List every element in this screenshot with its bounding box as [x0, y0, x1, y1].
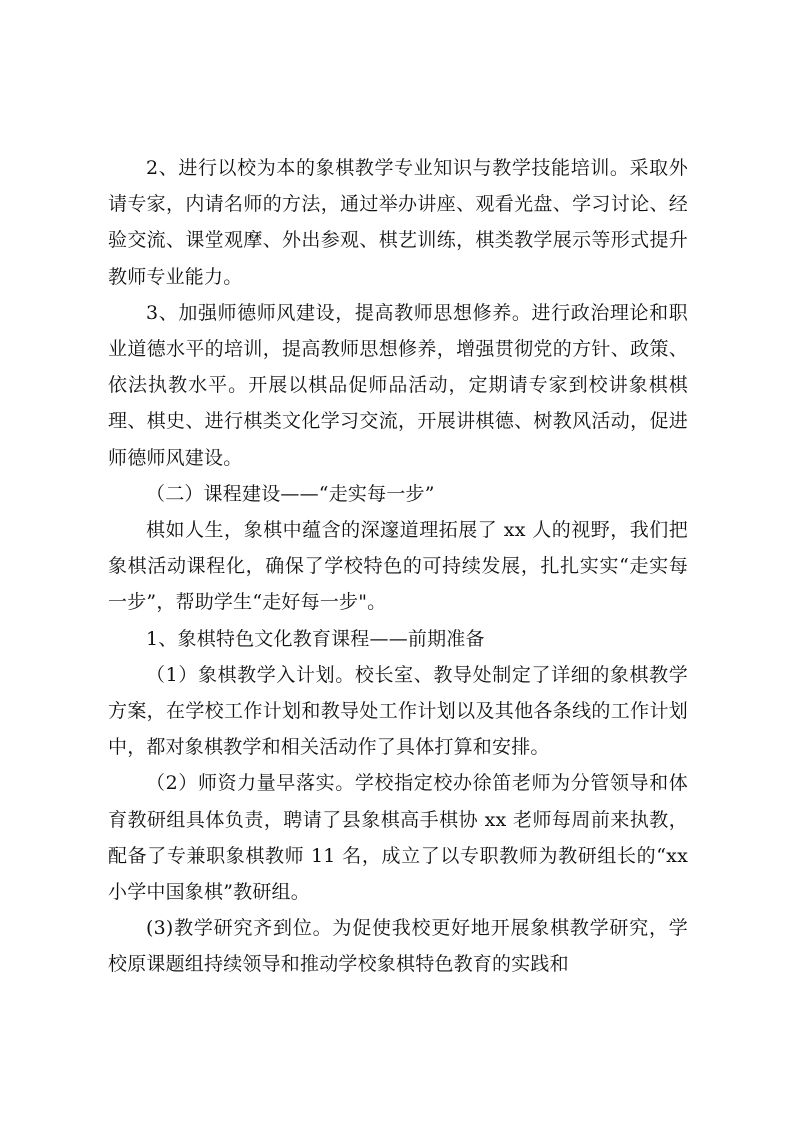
paragraph-curriculum-intro: 棋如人生，象棋中蕴含的深邃道理拓展了 xx 人的视野，我们把象棋活动课程化，确保了学校特色的可持续发展，扎扎实实“走实每一步”，帮助学生“走好每一步"。	[108, 519, 688, 614]
paragraph-research: (3)教学研究齐到位。为促使我校更好地开展象棋教学研究，学校原课题组持续领导和推动学校象棋特色教育的实践和	[108, 917, 688, 976]
paragraph-teacher-training: 2、进行以校为本的象棋教学专业知识与教学技能培训。采取外请专家，内请名师的方法，通过举办讲座、观看光盘、学习讨论、经验交流、课堂观摩、外出参观、棋艺训练，棋类教学展示等形式提升教师专业能力。	[108, 157, 688, 288]
section-heading-curriculum: （二）课程建设——“走实每一步”	[146, 482, 435, 505]
subheading-preparation: 1、象棋特色文化教育课程——前期准备	[146, 627, 485, 650]
paragraph-teacher-ethics: 3、加强师德师风建设，提高教师思想修养。进行政治理论和职业道德水平的培训，提高教师思想修养，增强贯彻党的方针、政策、依法执教水平。开展以棋品促师品活动，定期请专家到校讲象棋棋理、棋史、进行棋类文化学习交流，开展讲棋德、树教风活动，促进师德师风建设。	[108, 301, 688, 469]
paragraph-staffing: （2）师资力量早落实。学校指定校办徐笛老师为分管领导和体育教研组具体负责，聘请了县象棋高手棋协 xx 老师每周前来执教，配备了专兼职象棋教师 11 名，成立了以专职教师为教研组长的“xx 小学中国象棋”教研组。	[108, 772, 688, 904]
document-body	[108, 150, 688, 983]
paragraph-plan: （1）象棋教学入计划。校长室、教导处制定了详细的象棋教学方案，在学校工作计划和教导处工作计划以及其他各条线的工作计划中，都对象棋教学和相关活动作了具体打算和安排。	[108, 663, 688, 759]
